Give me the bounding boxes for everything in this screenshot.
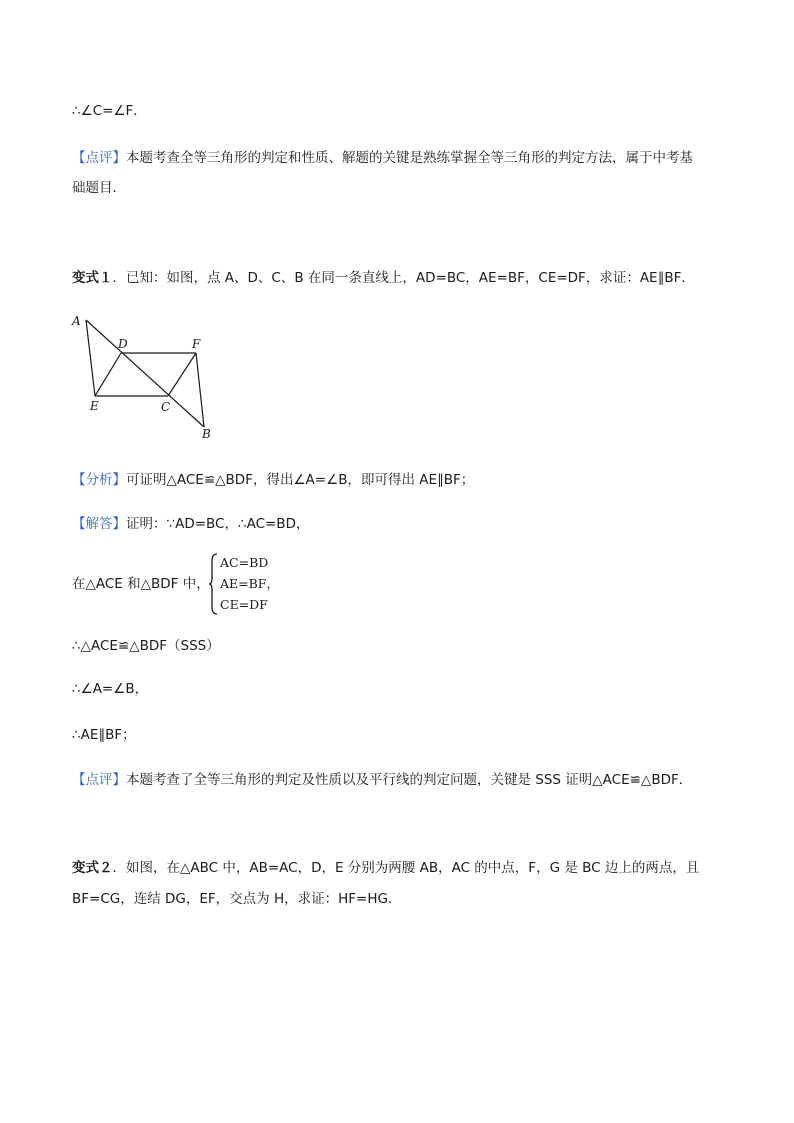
label-b: B: [202, 427, 211, 441]
variant-2-problem: [72, 858, 699, 878]
segment-ab: [86, 320, 204, 427]
equation-system: [208, 553, 288, 615]
review-paragraph-2: [72, 770, 692, 790]
label-e: E: [90, 399, 99, 413]
left-brace: [208, 553, 218, 615]
conclusion-line: ∴∠C=∠F．: [72, 103, 147, 119]
system-row-3: CE=DF: [220, 597, 268, 612]
geometry-figure: [62, 306, 222, 446]
analysis-paragraph: [72, 470, 474, 490]
answer-intro: 在△ACE 和△BDF 中，: [72, 576, 210, 592]
answer-step-3: ∴AE∥BF；: [72, 727, 136, 743]
segment-ae: [86, 320, 95, 396]
variant-2-label: 变式２: [72, 860, 113, 876]
segment-fb: [196, 353, 204, 427]
variant-1-text: ．已知：如图，点 A、D、C、B 在同一条直线上，AD=BC，AE=BF，CE=DF，求证：AE∥BF．: [112, 270, 695, 286]
review-text: 本题考查全等三角形的判定和性质、解题的关键是熟练掌握全等三角形的判定方法，属于中考基: [126, 150, 693, 166]
label-a: A: [72, 314, 81, 328]
variant-1-problem: [72, 268, 695, 288]
label-c: C: [161, 400, 171, 414]
label-f: F: [192, 337, 201, 351]
review-tag: 【点评】: [72, 150, 126, 166]
segment-cf: [168, 353, 196, 396]
variant-2-text-continued: BF=CG，连结 DG，EF，交点为 H，求证：HF=HG．: [72, 891, 402, 907]
answer-step-2: ∴∠A=∠B，: [72, 681, 149, 697]
review-text-continued: 础题目．: [72, 180, 126, 196]
system-row-2: AE=BF，: [220, 576, 279, 591]
review-2-tag: 【点评】: [72, 772, 126, 788]
answer-tag: 【解答】: [72, 516, 126, 532]
review-2-text: 本题考查了全等三角形的判定及性质以及平行线的判定问题，关键是 SSS 证明△ACE≌△BDF．: [126, 772, 693, 788]
analysis-text: 可证明△ACE≌△BDF，得出∠A=∠B，即可得出 AE∥BF；: [126, 472, 475, 488]
answer-text: 证明：∵AD=BC，∴AC=BD，: [126, 516, 310, 532]
variant-1-label: 变式１: [72, 270, 113, 286]
label-d: D: [118, 337, 128, 351]
analysis-tag: 【分析】: [72, 472, 126, 488]
review-paragraph-1: [72, 148, 693, 168]
answer-paragraph: [72, 514, 309, 534]
variant-2-text: ．如图，在△ABC 中，AB=AC，D，E 分别为两腰 AB，AC 的中点，F，G 是 BC 边上的两点，且: [112, 860, 700, 876]
segment-ed: [95, 353, 121, 396]
system-row-1: AC=BD: [220, 555, 269, 570]
answer-step-1: ∴△ACE≌△BDF（SSS）: [72, 638, 220, 654]
